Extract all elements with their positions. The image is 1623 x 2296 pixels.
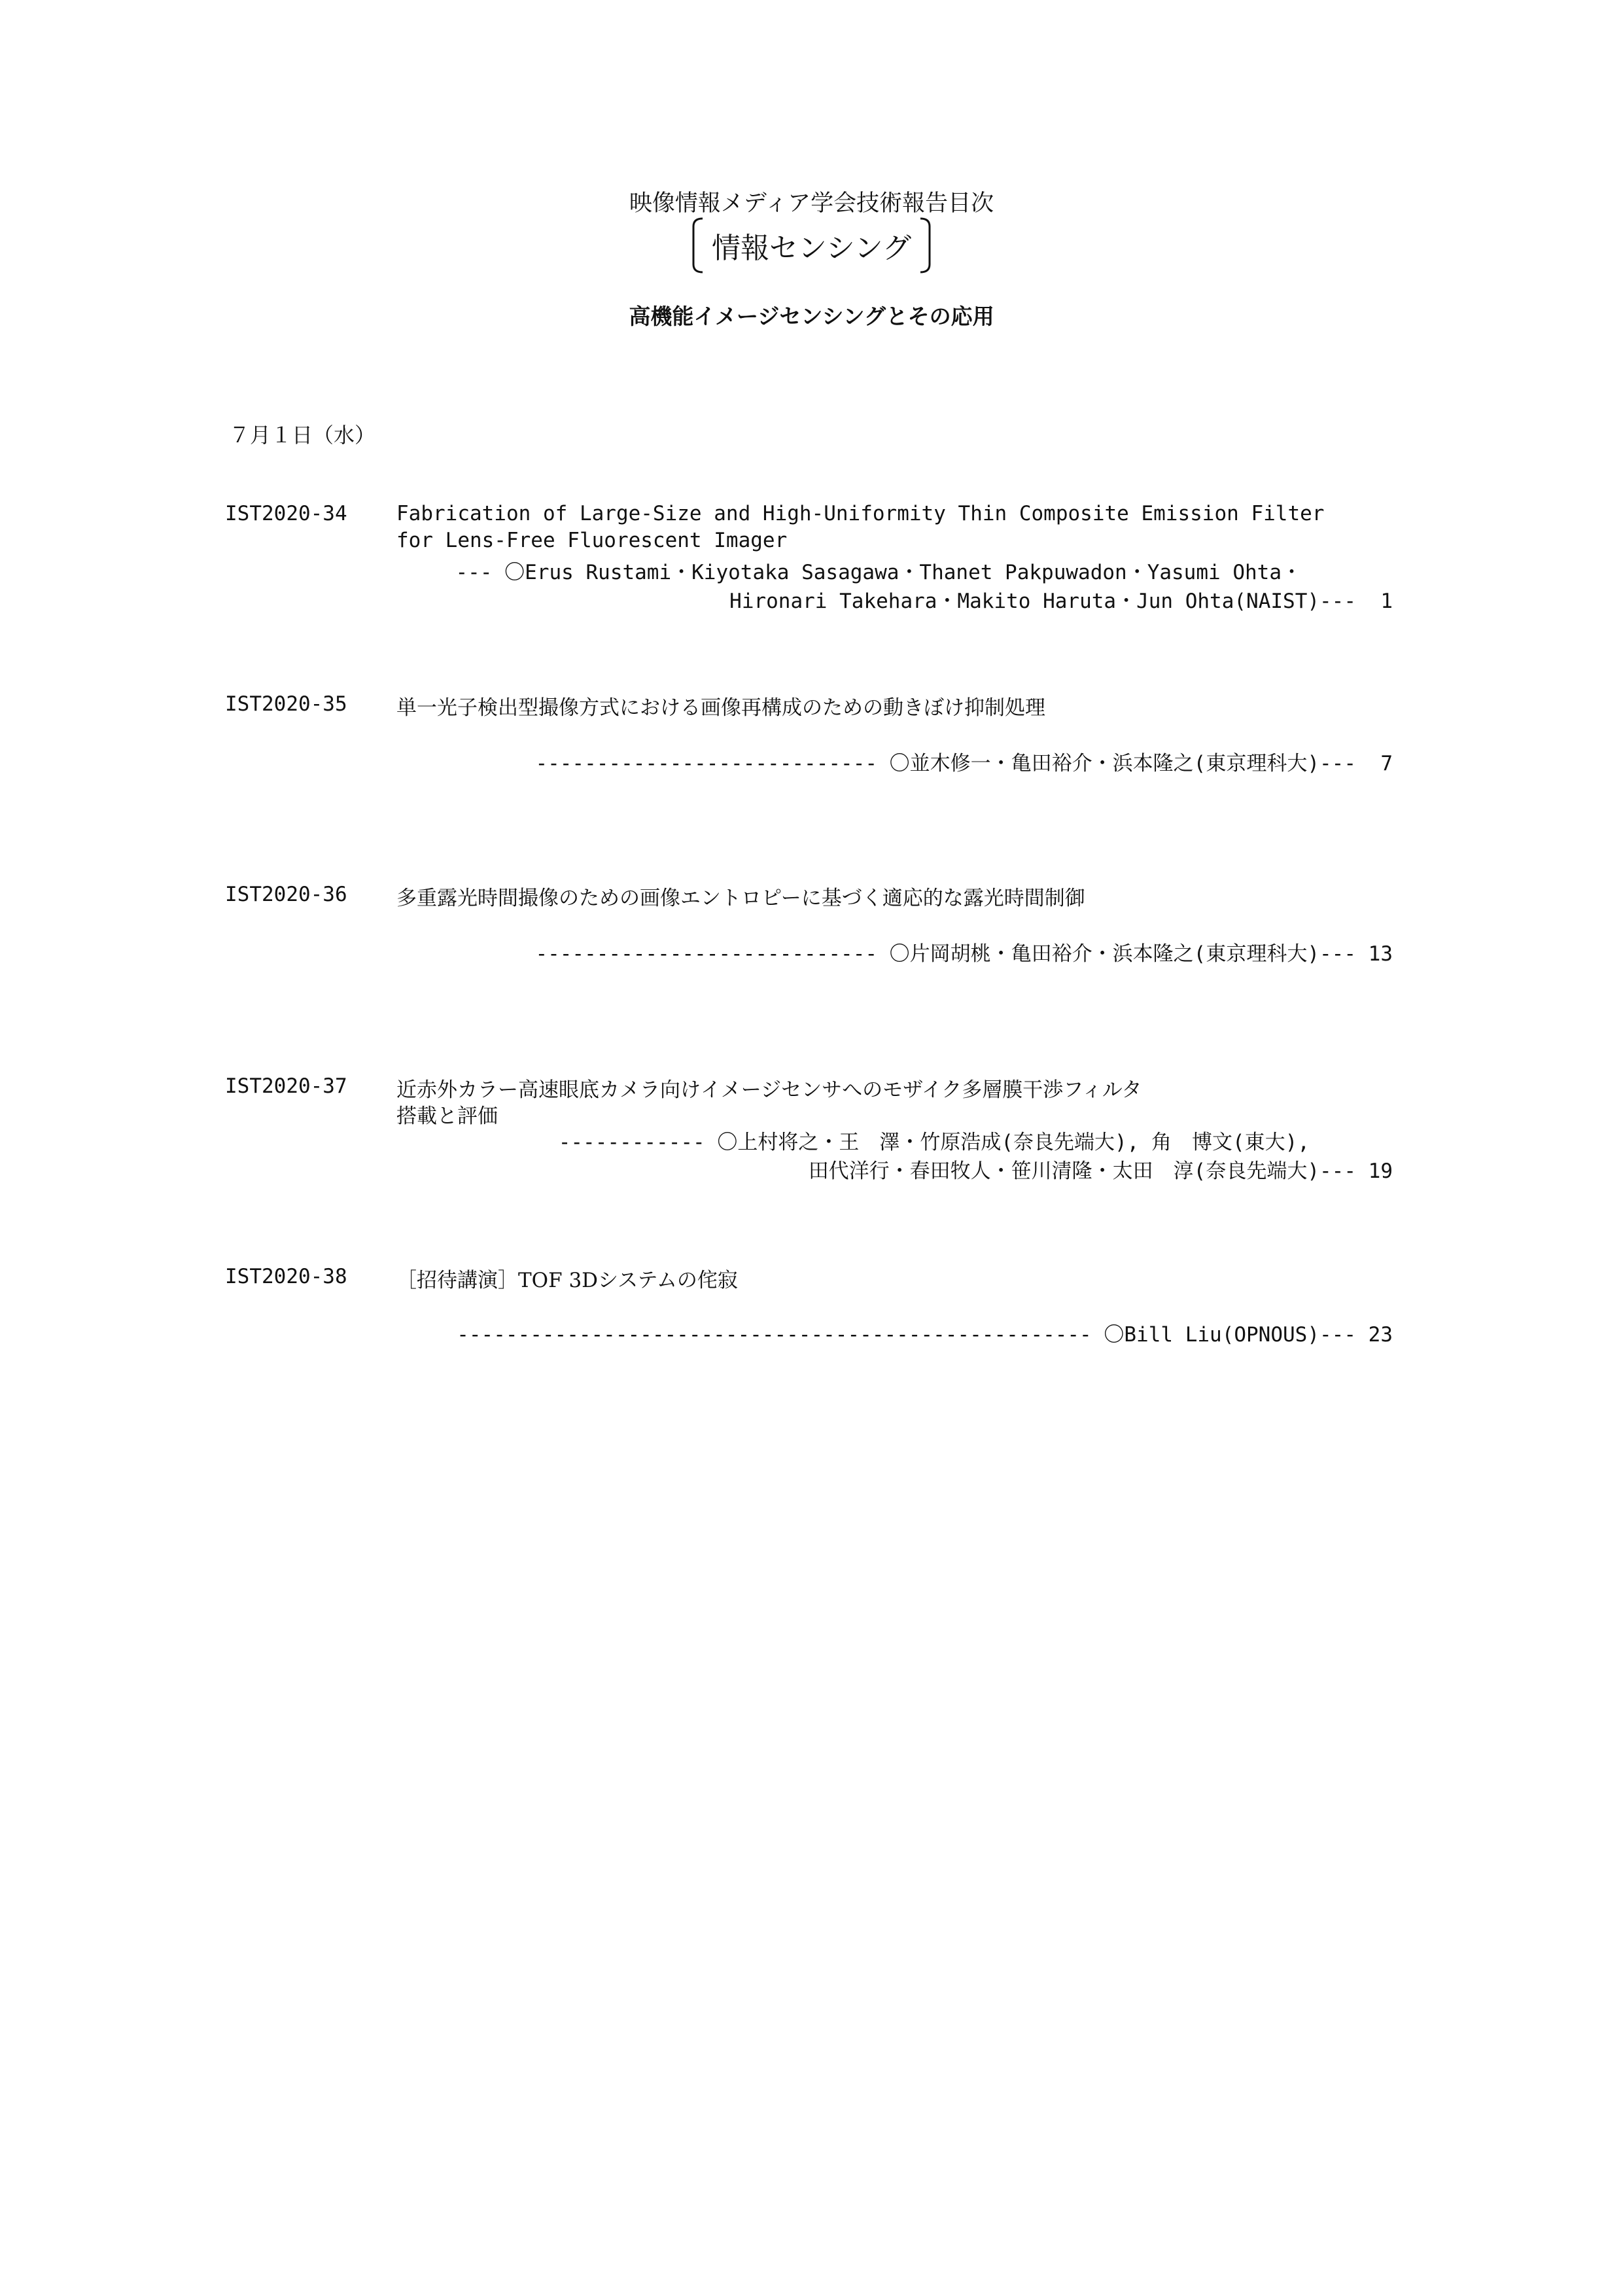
entry-authors-line: ------------ 〇上村将之・王 澤・竹原浩成(奈良先端大), 角 博文(東大),: [558, 1131, 1310, 1154]
report-title: 映像情報メディア学会技術報告目次: [629, 190, 994, 217]
entry-title-line: ［招待講演］TOF 3Dシステムの侘寂: [396, 1269, 738, 1292]
entry-title-line: 単一光子検出型撮像方式における画像再構成のための動きぼけ抑制処理: [396, 696, 1045, 720]
entry-title-line: Fabrication of Large-Size and High-Uniformity Thin Composite Emission Filter: [396, 502, 1325, 525]
section-name: 情報センシング: [712, 232, 911, 265]
entry-authors-line: 田代洋行・春田牧人・笹川清隆・太田 淳(奈良先端大)--- 19: [808, 1159, 1393, 1183]
entry-id: IST2020-34: [225, 502, 347, 525]
entry-authors-line: Hironari Takehara・Makito Haruta・Jun Ohta(NAIST)--- 1: [729, 590, 1393, 613]
section-heading: [0, 216, 1623, 275]
entry-id: IST2020-38: [225, 1265, 347, 1288]
entry-authors-line: --- 〇Erus Rustami・Kiyotaka Sasagawa・Thanet Pakpuwadon・Yasumi Ohta・: [455, 561, 1302, 584]
left-bracket-icon: [688, 216, 705, 275]
entry-id: IST2020-36: [225, 883, 347, 906]
entry-authors-line: ---------------------------- 〇並木修一・亀田裕介・浜本隆之(東京理科大)--- 7: [535, 752, 1393, 775]
entry-id: IST2020-35: [225, 692, 347, 716]
entry-authors-line: ---------------------------- 〇片岡胡桃・亀田裕介・浜本隆之(東京理科大)--- 13: [535, 942, 1393, 966]
entry-title-line: 搭載と評価: [396, 1104, 498, 1128]
entry-title-line: for Lens-Free Fluorescent Imager: [396, 529, 788, 552]
entry-title-line: 近赤外カラー高速眼底カメラ向けイメージセンサへのモザイク多層膜干渉フィルタ: [396, 1078, 1142, 1102]
right-bracket-icon: [918, 216, 935, 275]
session-title: 高機能イメージセンシングとその応用: [629, 304, 994, 329]
entry-authors-line: ---------------------------------------------------- 〇Bill Liu(OPNOUS)--- 23: [457, 1323, 1393, 1347]
entry-id: IST2020-37: [225, 1074, 347, 1098]
session-date: ７月１日（水）: [229, 423, 376, 448]
entry-title-line: 多重露光時間撮像のための画像エントロピーに基づく適応的な露光時間制御: [396, 887, 1085, 910]
